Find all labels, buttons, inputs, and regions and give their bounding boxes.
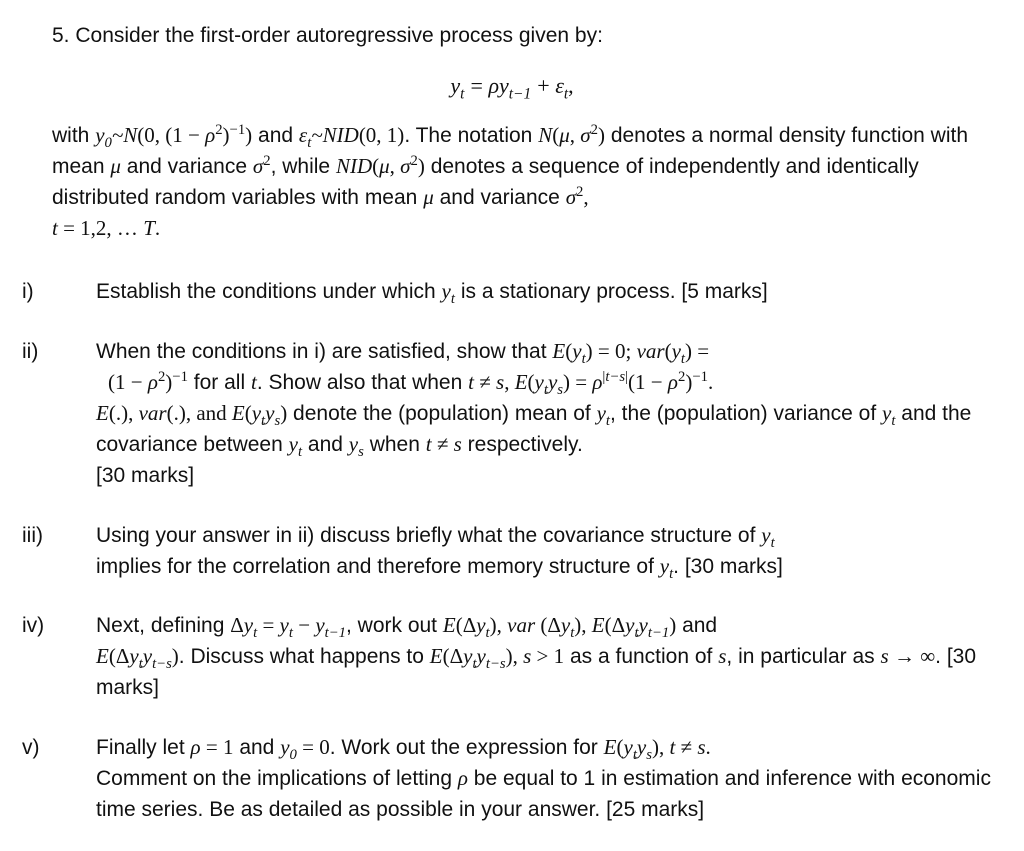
part-v-number: v) [22,736,40,759]
part-i-text: Establish the conditions under which $y_t$ is a stationary process. [5 marks] [96,279,768,308]
part-ii-marks: [30 marks] [96,464,195,487]
part-i-number: i) [22,280,34,303]
part-iv-text: Next, defining $\Delta y_t = y_t - y_{t-1}$, work out $E(\Delta y_t)$, var $(\Delta y_t)$, $E(\Delta y_ty_{t-1})$ and $E(\Delta y_ty_{t-s})$. Discuss what happens to $E(\Delta y_ty_{t-s})$, s > 1 as a function of s, in particular as s → ∞. [30 marks] [96,613,977,699]
part-iv-number: iv) [22,614,45,637]
question-header [52,20,992,51]
part-iii-text: Using your answer in ii) discuss briefly what the covariance structure of $y_t$ implies for the correlation and therefore memory structure of $y_t$. [30 marks] [96,523,783,583]
part-ii-number: ii) [22,340,39,363]
question-intro: Consider the first-order autoregressive process given by: [75,24,603,47]
part-ii-text: When the conditions in i) are satisfied, show that $E(y_t) = 0$; $var(y_t)$ = $(1 - \rho^2)^{-1}$ for all t. Show also that when t ≠ s, $E(y_ty_s) = \rho^{|t-s|}(1 - \rho^2)^{-1}$. E(.), var(.), and $E(y_ty_s)$ denote the (population) mean of $y_t$, the (population) variance of $y_t$ and the covariance between $y_t$ and $y_s$ when t ≠ s respectively. [30 marks] [96,339,972,487]
preamble-paragraph: with $y_0\sim N(0$, $(1 - \rho^2)^{-1}$) and $\varepsilon_t\sim NID(0$, 1). The notation N(μ, $\sigma^2$) denotes a normal density function with mean μ and variance $\sigma^2$, while NID(μ, $\sigma^2$) denotes a sequence of independently and identically distributed random variables with mean μ and variance $\sigma^2$, t = 1,2, … T. [52,122,969,240]
part-iii-number: iii) [22,524,43,547]
part-v-text: Finally let ρ = 1 and $y_0 = 0$. Work out the expression for $E(y_ty_s)$, t ≠ s. Comment on the implications of letting ρ be equal to 1 in estimation and inference with economic time series. Be as detailed as possible in your answer. [25 marks] [96,735,991,821]
ar1-equation: $y_t = \rho y_{t-1} + \varepsilon_t$, [450,73,574,103]
question-number: 5. [52,24,70,47]
